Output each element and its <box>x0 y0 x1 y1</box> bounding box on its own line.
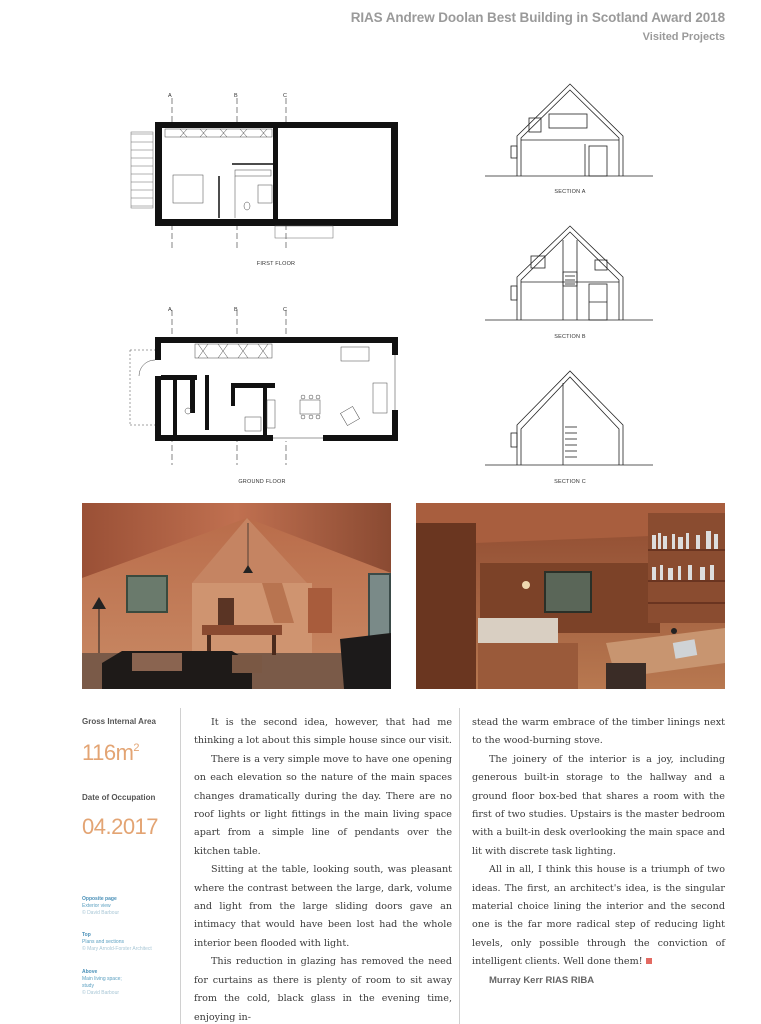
section-c-caption: SECTION C <box>554 479 586 485</box>
credit-top: Top Plans and sections © Mary Arnold-Forster Architect <box>82 932 152 952</box>
first-floor-caption: FIRST FLOOR <box>256 261 296 267</box>
gia-value: $116m^2$ <box>82 740 140 765</box>
grid-label-b-ground: B <box>234 307 238 313</box>
section-a-caption: SECTION A <box>554 189 586 195</box>
section-a-drawing <box>485 76 655 186</box>
paragraph: All in all, I think this house is a triumph of two ideas. The first, an architect's idea, is the singular material choice lining the interior and the second one is the far more radical step of reducing light levels, only possible through the conviction of intelligent clients. Well done them! <box>472 864 725 968</box>
section-b-drawing <box>485 222 655 327</box>
first-floor-plan <box>125 90 415 250</box>
credit-above: Above Main living space; study © David Barbour <box>82 969 122 996</box>
credit-opposite-page: Opposite page Exterior view © David Barbour <box>82 896 120 916</box>
gia-label: Gross Internal Area <box>82 717 156 726</box>
page-header-subtitle: Visited Projects <box>642 31 725 43</box>
author-signature: Murray Kerr RIAS RIBA <box>489 974 595 986</box>
grid-label-a-ground: A <box>168 307 172 313</box>
column-divider-1 <box>180 708 181 1024</box>
ground-floor-caption: GROUND FLOOR <box>238 479 286 485</box>
grid-label-c: C <box>283 93 288 99</box>
living-space-photo <box>82 503 391 689</box>
article-column-1 <box>194 714 452 1024</box>
study-photo <box>416 503 725 689</box>
page-header-title: RIAS Andrew Doolan Best Building in Scotland Award 2018 <box>350 10 725 25</box>
grid-label-a: A <box>168 93 172 99</box>
date-value: 04.2017 <box>82 814 159 839</box>
paragraph: There is a very simple move to have one opening on each elevation so the nature of the main spaces changes dramatically during the day. There are no roof lights or light fittings in the main living space apart from a simple line of pendants over the kitchen table. <box>194 753 452 857</box>
date-label: Date of Occupation <box>82 793 156 802</box>
grid-label-c-ground: C <box>283 307 288 313</box>
column-divider-2 <box>459 708 460 1024</box>
paragraph: This reduction in glazing has removed the need for curtains as there is plenty of room to sit away from the cold, black glass in the evening time, enjoying in- <box>194 956 452 1023</box>
paragraph: The joinery of the interior is a joy, including generous built-in storage to the hallway and a ground floor box-bed that shares a room with the first of two studies. Upstairs is the master bedroom with a built-in desk overlooking the main space and lit with discrete task lighting. <box>472 753 725 857</box>
ground-floor-plan <box>125 305 415 470</box>
article-column-2 <box>472 714 725 990</box>
paragraph: It is the second idea, however, that had me thinking a lot about this simple house since our visit. <box>194 717 452 747</box>
paragraph: Sitting at the table, looking south, was pleasant where the contrast between the large, dark, volume and light from the large sliding doors gave an intimacy that would have been lost had the whole interior been flooded with light. <box>194 864 452 949</box>
section-b-caption: SECTION B <box>554 334 586 340</box>
end-mark-icon <box>646 958 652 964</box>
section-c-drawing <box>485 367 655 472</box>
grid-label-b: B <box>234 93 238 99</box>
paragraph-continued: stead the warm embrace of the timber linings next to the wood-burning stove. <box>472 717 725 747</box>
